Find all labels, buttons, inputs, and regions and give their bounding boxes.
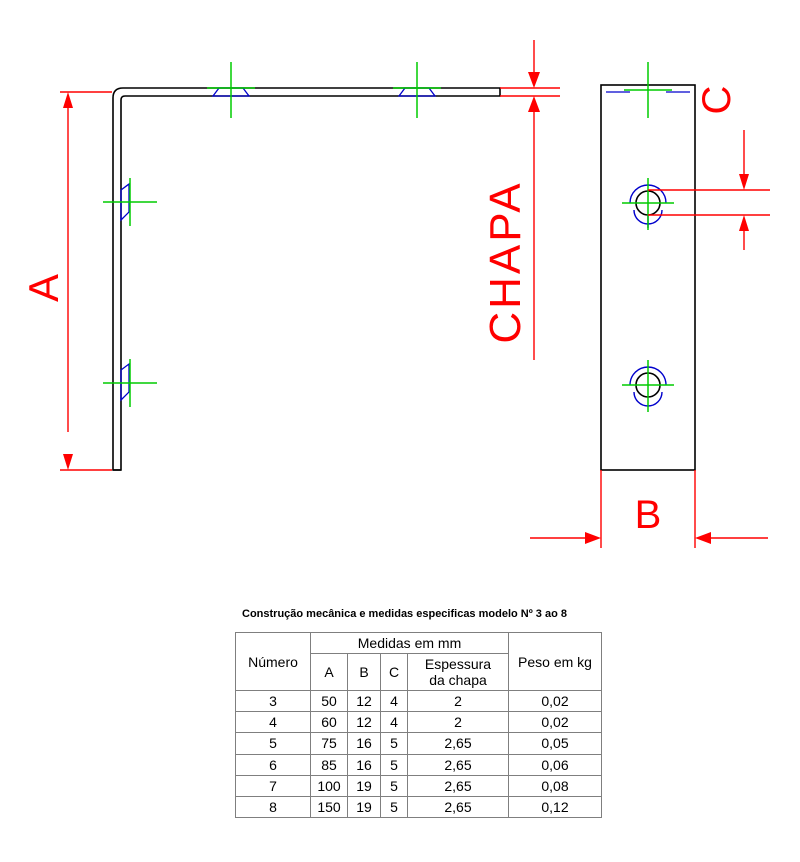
- cell-espessura: 2: [408, 712, 509, 733]
- cell-numero: 5: [236, 733, 311, 754]
- header-group-medidas: Medidas em mm: [311, 633, 509, 654]
- cell-peso: 0,08: [509, 775, 602, 796]
- cell-c: 5: [381, 775, 408, 796]
- dimension-a: [60, 92, 112, 470]
- cell-a: 85: [311, 754, 348, 775]
- table-header-row-1: [236, 633, 602, 654]
- bracket-outline: [113, 88, 500, 470]
- cell-peso: 0,12: [509, 796, 602, 817]
- bracket-front-view: [530, 62, 770, 548]
- table-row: [236, 733, 602, 754]
- cell-c: 5: [381, 733, 408, 754]
- plate-outline: [601, 85, 695, 470]
- cell-b: 19: [348, 775, 381, 796]
- cell-c: 4: [381, 691, 408, 712]
- table-row: [236, 691, 602, 712]
- header-espessura-line2: da chapa: [429, 672, 487, 689]
- centerlines-front-view: [622, 62, 674, 412]
- spec-table-body: [236, 691, 602, 818]
- cell-numero: 8: [236, 796, 311, 817]
- cell-numero: 6: [236, 754, 311, 775]
- header-numero: Número: [236, 633, 311, 691]
- cell-peso: 0,06: [509, 754, 602, 775]
- cell-espessura: 2,65: [408, 796, 509, 817]
- cell-c: 5: [381, 754, 408, 775]
- cell-b: 12: [348, 712, 381, 733]
- table-row: [236, 775, 602, 796]
- cell-a: 75: [311, 733, 348, 754]
- header-espessura-line1: Espessura: [424, 656, 492, 673]
- bracket-side-view: [20, 40, 560, 470]
- table-row: [236, 796, 602, 817]
- cell-peso: 0,02: [509, 691, 602, 712]
- header-peso: Peso em kg: [509, 633, 602, 691]
- table-row: [236, 754, 602, 775]
- cell-b: 16: [348, 733, 381, 754]
- cell-a: 50: [311, 691, 348, 712]
- dimension-a-label: A: [20, 273, 67, 303]
- table-title: Construção mecânica e medidas especificas modelo Nº 3 ao 8: [242, 608, 567, 620]
- cell-numero: 4: [236, 712, 311, 733]
- header-b: B: [348, 654, 381, 691]
- cell-espessura: 2,65: [408, 733, 509, 754]
- cell-b: 19: [348, 796, 381, 817]
- spec-table-section: [0, 608, 800, 818]
- dimension-thickness: [500, 40, 560, 148]
- table-row: [236, 712, 602, 733]
- cell-a: 100: [311, 775, 348, 796]
- cell-espessura: 2: [408, 691, 509, 712]
- spec-table: [235, 632, 602, 818]
- centerlines-side-view: [103, 62, 441, 407]
- countersink-marks-vertical: [121, 184, 129, 400]
- dimension-c: [648, 130, 770, 250]
- chapa-label: CHAPA: [481, 180, 530, 344]
- cell-c: 5: [381, 796, 408, 817]
- header-espessura: [408, 654, 509, 691]
- countersink-marks-horizontal: [213, 88, 435, 96]
- cell-espessura: 2,65: [408, 754, 509, 775]
- cell-a: 150: [311, 796, 348, 817]
- cell-a: 60: [311, 712, 348, 733]
- cell-peso: 0,05: [509, 733, 602, 754]
- cell-b: 12: [348, 691, 381, 712]
- cell-c: 4: [381, 712, 408, 733]
- cell-espessura: 2,65: [408, 775, 509, 796]
- cell-peso: 0,02: [509, 712, 602, 733]
- header-c: C: [381, 654, 408, 691]
- dimension-c-label: C: [695, 85, 739, 115]
- cell-numero: 7: [236, 775, 311, 796]
- dimension-b-label: B: [634, 493, 662, 537]
- header-a: A: [311, 654, 348, 691]
- cell-numero: 3: [236, 691, 311, 712]
- cell-b: 16: [348, 754, 381, 775]
